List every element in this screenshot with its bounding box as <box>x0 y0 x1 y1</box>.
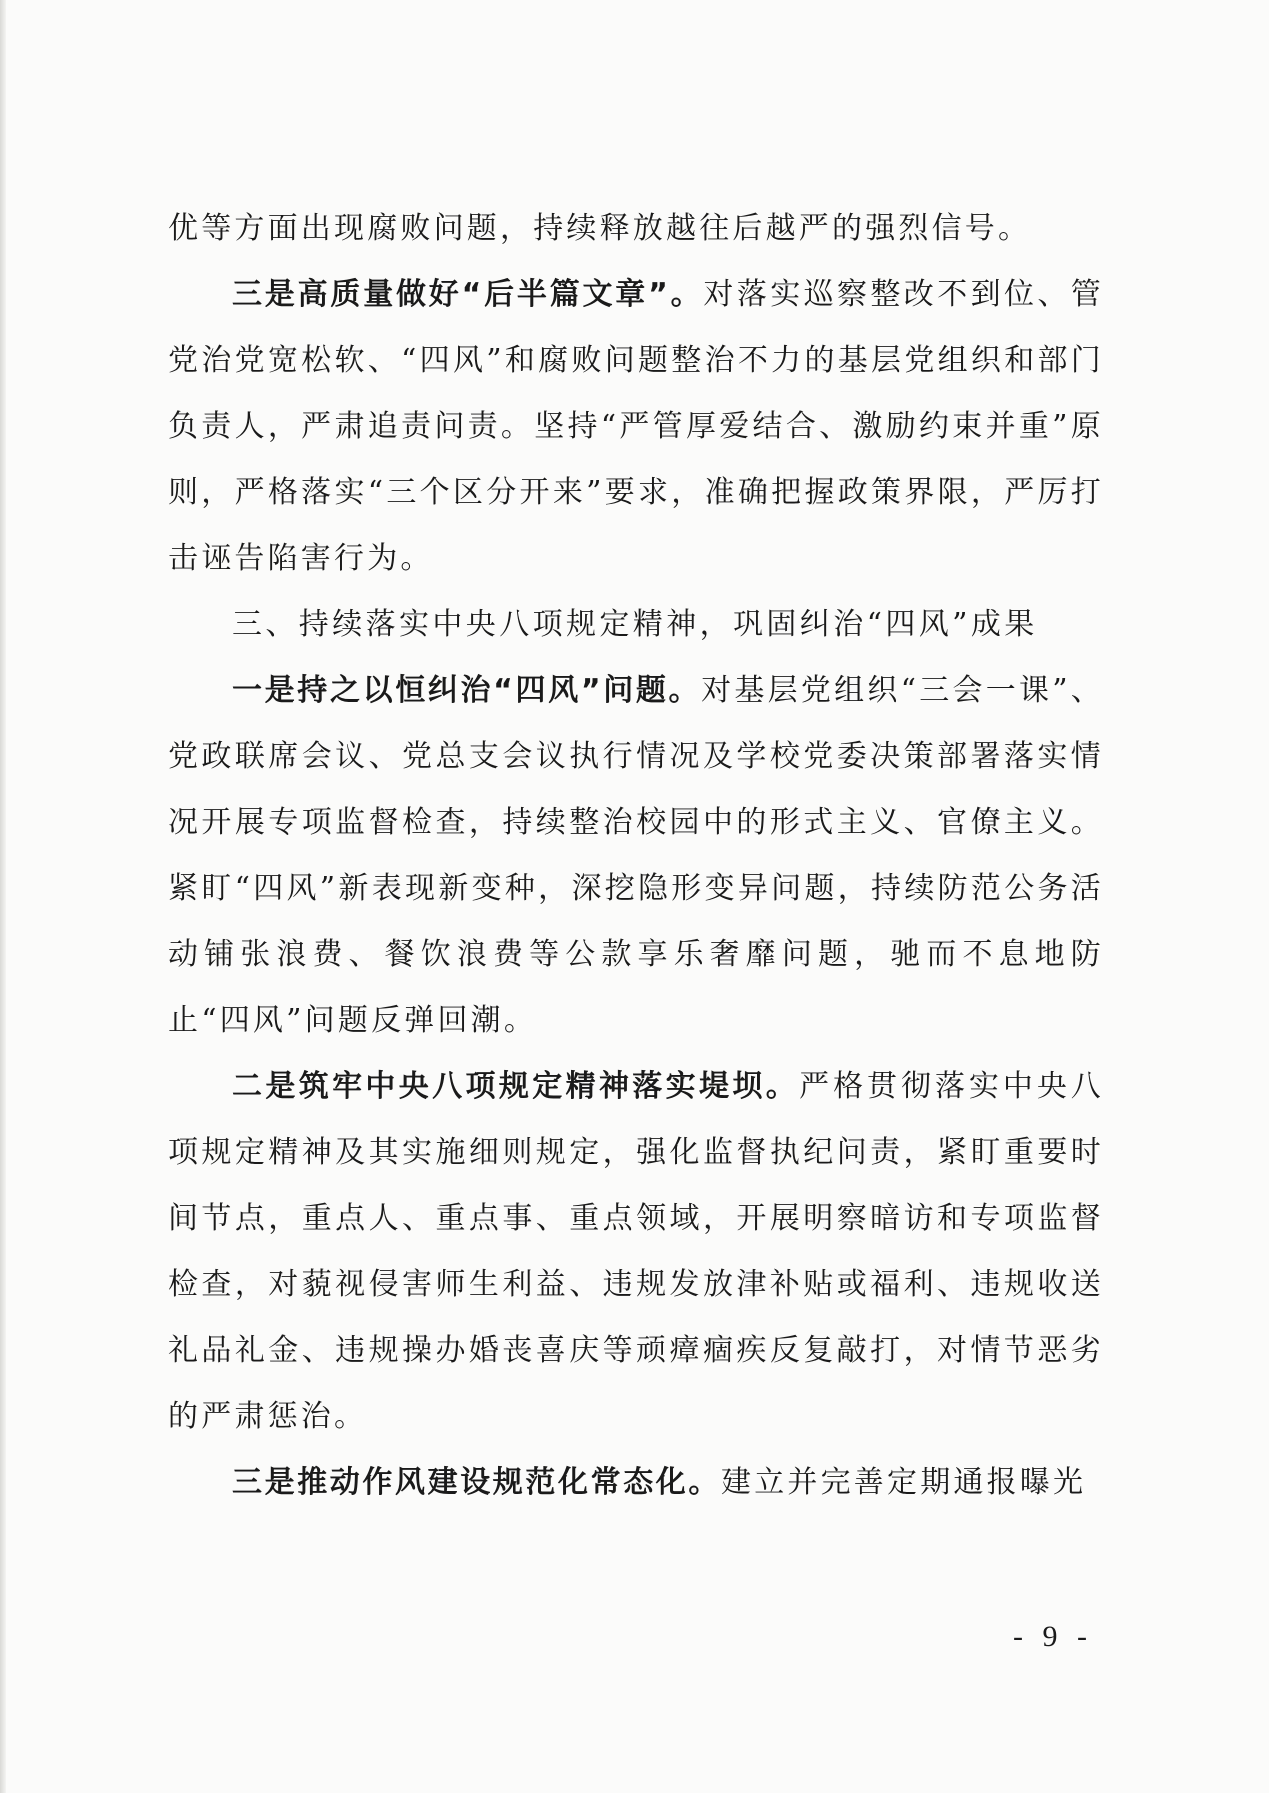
paragraph-text: 优等方面出现腐败问题，持续释放越往后越严的强烈信号。 <box>168 211 1032 246</box>
paragraph-text: 对基层党组织“三会一课”、党政联席会议、党总支会议执行情况及学校党委决策部署落实情况开展专项监督检查，持续整治校园中的形式主义、官僚主义。紧盯“四风”新表现新变种，深挖隐形变异问题，持续防范公务活动铺张浪费、餐饮浪费等公款享乐奢靡问题，驰而不息地防止“四风”问题反弹回潮。 <box>168 673 1104 1038</box>
paragraph-lead: 三是高质量做好“后半篇文章”。 <box>232 277 704 312</box>
paragraph-lead: 二是筑牢中央八项规定精神落实堤坝。 <box>232 1069 800 1104</box>
paragraph-text: 严格贯彻落实中央八项规定精神及其实施细则规定，强化监督执纪问责，紧盯重要时间节点，重点人、重点事、重点领域，开展明察暗访和专项监督检查，对藐视侵害师生利益、违规发放津补贴或福利、违规收送礼品礼金、违规操办婚丧喜庆等顽瘴痼疾反复敲打，对情节恶劣的严肃惩治。 <box>168 1069 1104 1434</box>
paragraph-text: 对落实巡察整改不到位、管党治党宽松软、“四风”和腐败问题整治不力的基层党组织和部门负责人，严肃追责问责。坚持“严管厚爱结合、激励约束并重”原则，严格落实“三个区分开来”要求，准确把握政策界限，严厉打击诬告陷害行为。 <box>168 277 1105 576</box>
paragraph-second-point-eight-rules <box>168 1054 1104 1450</box>
section-heading-three: 三、持续落实中央八项规定精神，巩固纠治“四风”成果 <box>232 607 1038 642</box>
paragraph-third-point-style-building <box>168 1450 1104 1516</box>
page-number: - 9 - <box>1013 1620 1093 1653</box>
paragraph-text: 建立并完善定期通报曝光 <box>721 1465 1087 1500</box>
paragraph-third-point-follow-up <box>168 262 1104 592</box>
document-body <box>168 196 1104 1516</box>
paragraph-lead: 三是推动作风建设规范化常态化。 <box>232 1465 721 1500</box>
scan-page-edge <box>0 0 6 1793</box>
paragraph-continuation <box>168 196 1104 262</box>
paragraph-first-point-four-winds <box>168 658 1104 1054</box>
paragraph-lead: 一是持之以恒纠治“四风”问题。 <box>232 673 702 708</box>
